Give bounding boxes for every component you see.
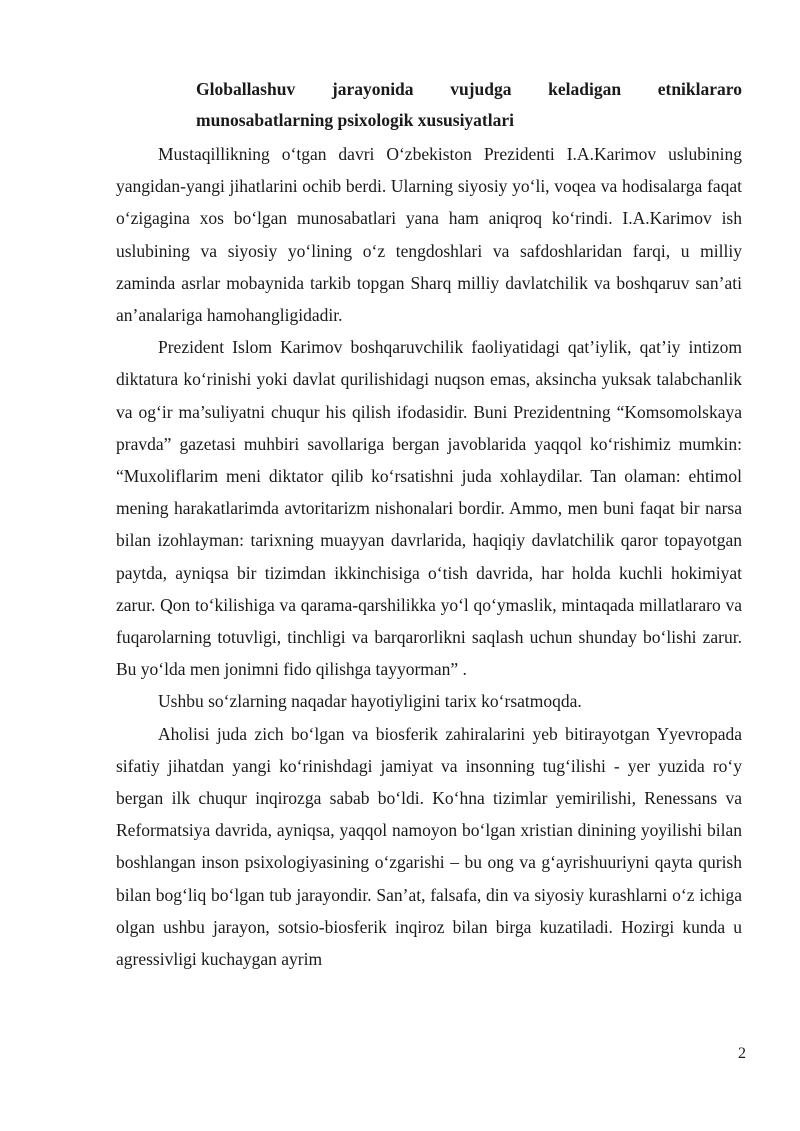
document-body [116,138,742,975]
paragraph-2: Prezident Islom Karimov boshqaruvchilik faoliyatidagi qat’iylik, qat’iy intizom diktatura ko‘rinishi yoki davlat qurilishidagi nuqson emas, aksincha yuksak talabchanlik va og‘ir ma’suliyatni chuqur his qilish ifodasidir. Buni Prezidentning “Komsomolskaya pravda” gazetasi muhbiri savollariga bergan javoblarida yaqqol ko‘rishimiz mumkin: “Muxoliflarim meni diktator qilib ko‘rsatishni juda xohlaydilar. Tan olaman: ehtimol mening harakatlarimda avtoritarizm nishonalari bordir. Ammo, men buni faqat bir narsa bilan izohlayman: tarixning muayyan davrlarida, haqiqiy davlatchilik qaror topayotgan paytda, ayniqsa bir tizimdan ikkinchisiga o‘tish davrida, har holda kuchli hokimiyat zarur. Qon to‘kilishiga va qarama-qarshilikka yo‘l qo‘ymaslik, mintaqada millatlararo va fuqarolarning totuvligi, tinchligi va barqarorlikni saqlash uchun shunday bo‘lishi zarur. Bu yo‘lda men jonimni fido qilishga tayyorman” . [116,337,742,680]
document-title: Globallashuv jarayonida vujudga keladigan etniklararo munosabatlarning psixologik xususiyatlari [196,79,742,130]
paragraph-1: Mustaqillikning o‘tgan davri O‘zbekiston Prezidenti I.A.Karimov uslubining yangidan-yangi jihatlarini ochib berdi. Ularning siyosiy yo‘li, voqea va hodisalarga faqat o‘zigagina xos bo‘lgan munosabatlari yana ham aniqroq ko‘rindi. I.A.Karimov ish uslubining va siyosiy yo‘lining o‘z tengdoshlari va safdoshlaridan farqi, u milliy zaminda asrlar mobaynida tarkib topgan Sharq milliy davlatchilik va boshqaruv san’ati an’analariga hamohangligidadir. [116,144,742,326]
page-number: 2 [738,1045,746,1062]
paragraph-3: Ushbu so‘zlarning naqadar hayotiyligini tarix ko‘rsatmoqda. [158,691,582,712]
paragraph-4: Aholisi juda zich bo‘lgan va biosferik zahiralarini yeb bitirayotgan Yyevropada sifatiy jihatdan yangi ko‘rinishdagi jamiyat va insonning tug‘ilishi - yer yuzida ro‘y bergan ilk chuqur inqirozga sabab bo‘ldi. Ko‘hna tizimlar yemirilishi, Renessans va Reformatsiya davrida, ayniqsa, yaqqol namoyon bo‘lgan xristian dinining yoyilishi bilan boshlangan inson psixologiyasining o‘zgarishi – bu ong va g‘ayrishuuriyni qayta qurish bilan bog‘liq bo‘lgan tub jarayondir. San’at, falsafa, din va siyosiy kurashlarni o‘z ichiga olgan ushbu jarayon, sotsio-biosferik inqiroz bilan birga kuzatiladi. Hozirgi kunda u agressivligi kuchaygan ayrim [116,723,742,970]
